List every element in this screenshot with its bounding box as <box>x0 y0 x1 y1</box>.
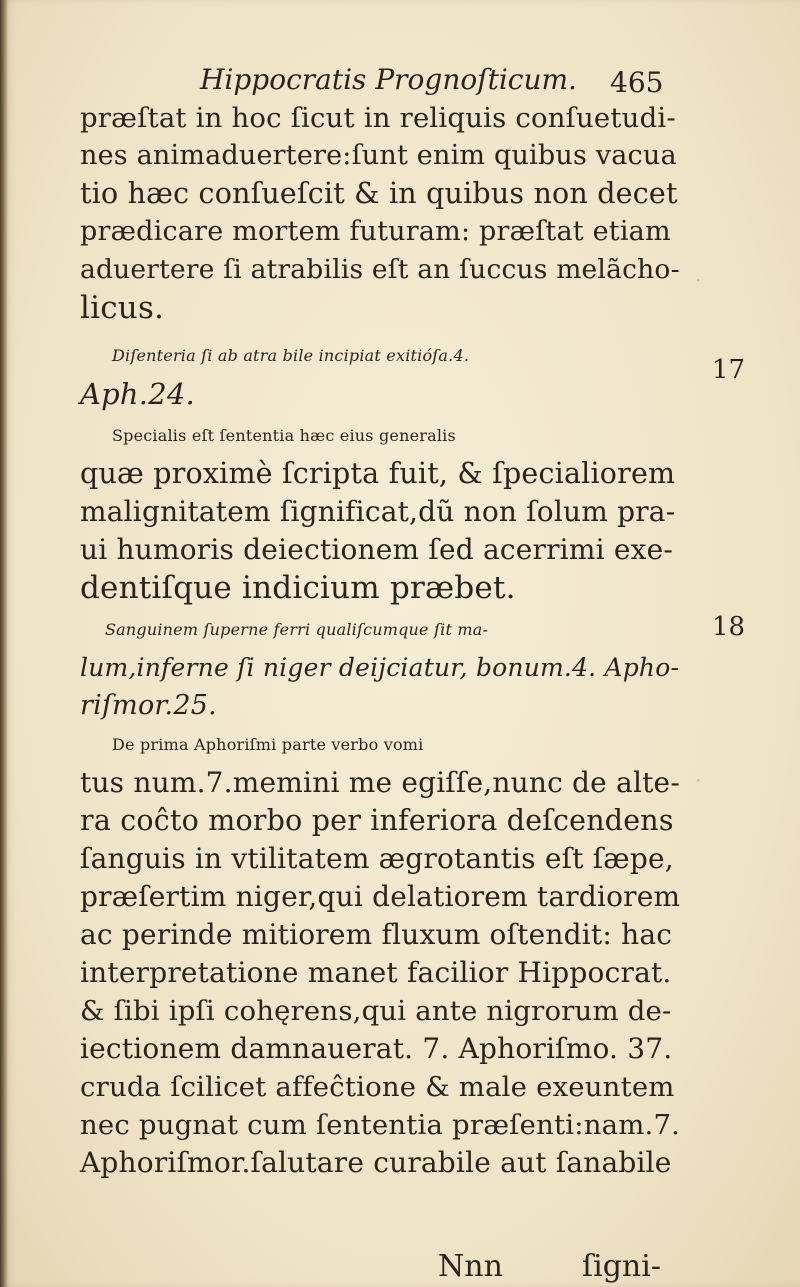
aphorism-heading-line: Aph.24. <box>80 377 195 411</box>
text-line: malignitatem ſignificat,dũ non ſolum pra- <box>80 495 676 528</box>
text-line: nes animaduertere:ſunt enim quibus vacua <box>80 140 677 171</box>
margin-number: 17 <box>712 355 746 385</box>
text-line: ſanguis in vtilitatem ægrotantis eſt ſæpe, <box>80 842 674 875</box>
text-line: ra coĉto morbo per inferiora deſcendens <box>80 804 674 837</box>
aphorism-heading-line: lum,inferne ſi niger deijciatur, bonum.4. Apho- <box>80 653 680 682</box>
text-line: quæ proximè ſcripta fuit, & ſpecialiorem <box>80 457 676 490</box>
aphorism-heading-line: Sanguinem ſuperne ferri qualiſcumque ſit ma- <box>105 620 489 639</box>
running-title: Hippocratis Prognoſticum. <box>200 63 577 96</box>
aphorism-heading-line: Diſenteria ſi ab atra bile incipiat exitióſa.4. <box>112 346 470 365</box>
aphorism-heading-line: riſmor.25. <box>80 690 217 721</box>
text-line: Aphoriſmor.ſalutare curabile aut ſanabile <box>80 1146 672 1179</box>
page-gutter-shadow <box>0 0 8 1287</box>
text-line: prædicare mortem futuram: præſtat etiam <box>80 216 671 247</box>
text-line: dentiſque indicium præbet. <box>80 570 516 606</box>
text-line: De prima Aphoriſmi parte verbo vomi <box>112 735 424 754</box>
text-line: ac perinde mitiorem fluxum oſtendit: hac <box>80 918 673 951</box>
bleed-through-mark: · <box>695 768 702 792</box>
text-line: & ſibi ipſi cohęrens,qui ante nigrorum de- <box>80 995 672 1027</box>
text-line: aduertere ſi atrabilis eſt an ſuccus melãcho- <box>80 254 680 285</box>
text-line: præſertim niger,qui delatiorem tardiorem <box>80 880 681 913</box>
text-line: tus num.7.memini me egiſſe,nunc de alte- <box>80 766 680 799</box>
text-line: licus. <box>80 290 165 326</box>
text-line: tio hæc conſueſcit & in quibus non decet <box>80 177 678 210</box>
text-line: præſtat in hoc ſicut in reliquis conſuetudi- <box>80 102 676 134</box>
text-line: iectionem damnauerat. 7. Aphoriſmo. 37. <box>80 1032 673 1065</box>
text-line: ui humoris deiectionem ſed acerrimi exe- <box>80 533 674 566</box>
text-line: cruda ſcilicet affeĉtione & male exeuntem <box>80 1071 675 1103</box>
bleed-through-mark: · <box>695 268 702 292</box>
text-line: Specialis eſt ſententia hæc eius generalis <box>112 426 456 445</box>
text-line: nec pugnat cum ſententia præſenti:nam.7. <box>80 1109 681 1141</box>
signature-mark: Nnn <box>438 1249 503 1284</box>
text-line: interpretatione manet facilior Hippocrat. <box>80 956 672 989</box>
margin-number: 18 <box>712 612 746 642</box>
page-number: 465 <box>610 66 664 99</box>
catchword: ſigni- <box>582 1249 661 1284</box>
